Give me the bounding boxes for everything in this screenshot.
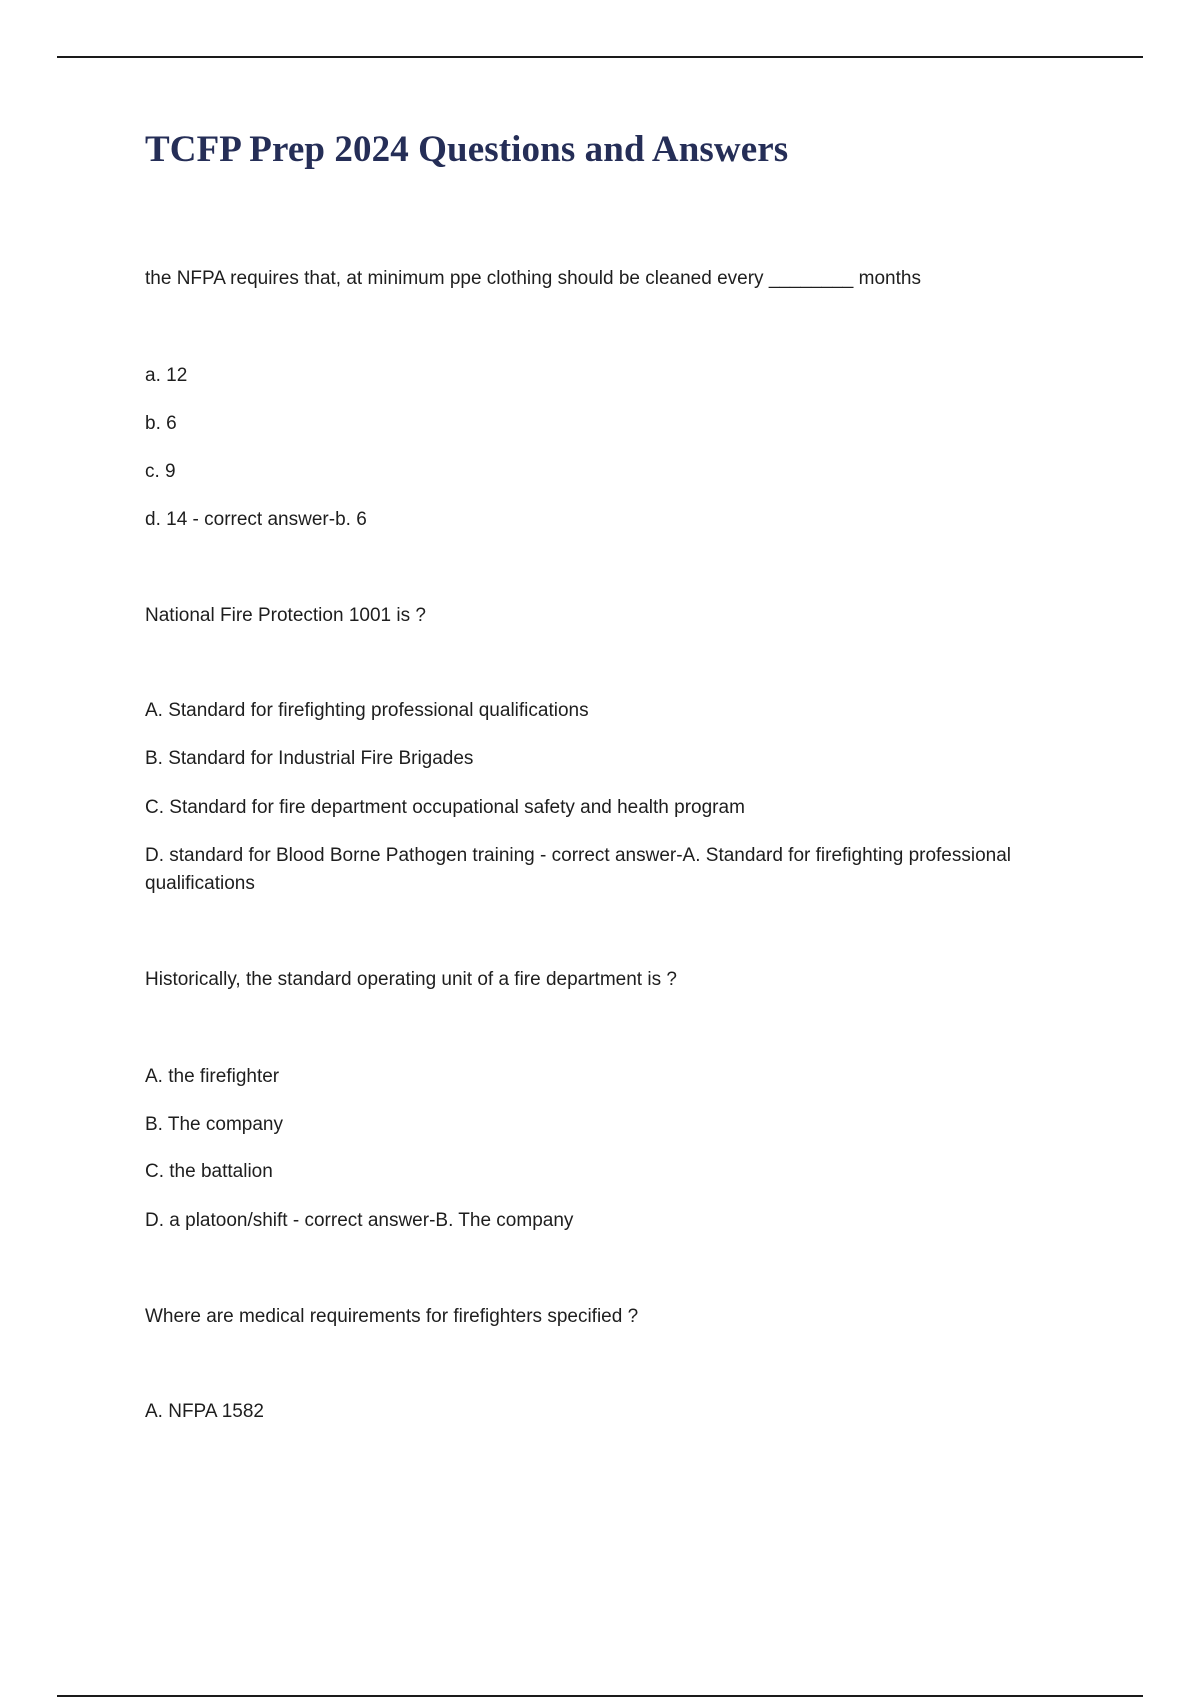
header-rule	[57, 56, 1143, 58]
question-2-option-d-answer: D. standard for Blood Borne Pathogen training - correct answer-A. Standard for firefighting professional qualifications	[145, 845, 1012, 894]
question-1-option-b: b. 6	[145, 413, 177, 434]
question-3-option-d-answer: D. a platoon/shift - correct answer-B. The company	[145, 1210, 574, 1231]
question-1-text: the NFPA requires that, at minimum ppe clothing should be cleaned every ________ months	[145, 268, 921, 289]
question-4-text: Where are medical requirements for firefighters specified ?	[145, 1306, 639, 1327]
question-3-option-a: A. the firefighter	[145, 1066, 280, 1087]
question-2-text: National Fire Protection 1001 is ?	[145, 605, 426, 626]
question-2-option-c: C. Standard for fire department occupational safety and health program	[145, 797, 745, 818]
question-2-option-b: B. Standard for Industrial Fire Brigades	[145, 748, 474, 769]
question-2-option-a: A. Standard for firefighting professional qualifications	[145, 700, 589, 721]
question-4-option-a: A. NFPA 1582	[145, 1401, 264, 1422]
question-1-option-a: a. 12	[145, 365, 188, 386]
footer-rule	[57, 1695, 1143, 1697]
question-1-option-d-answer: d. 14 - correct answer-b. 6	[145, 509, 367, 530]
question-1-option-c: c. 9	[145, 461, 176, 482]
question-3-text: Historically, the standard operating unit of a fire department is ?	[145, 969, 677, 990]
question-3-option-b: B. The company	[145, 1114, 284, 1135]
question-3-option-c: C. the battalion	[145, 1161, 273, 1182]
page-title: TCFP Prep 2024 Questions and Answers	[145, 129, 789, 170]
